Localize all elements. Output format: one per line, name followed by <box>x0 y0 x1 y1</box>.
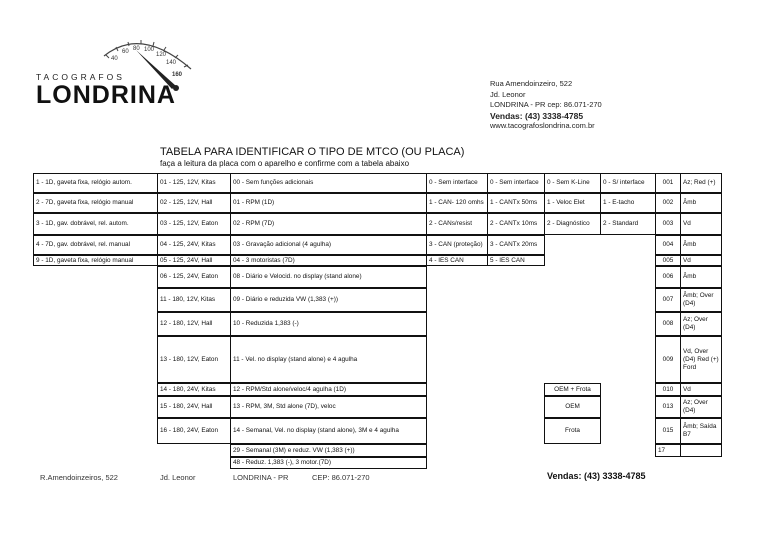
table-cell-interface: 3 - CAN (proteção) <box>426 235 488 255</box>
table-cell-interface: 2 - CANs/resist <box>426 213 488 235</box>
table-cell-voltage: 13 - 180, 12V, Eaton <box>157 336 231 383</box>
footer-cep: CEP: 86.071-270 <box>312 473 370 482</box>
table-cell-voltage: 15 - 180, 24V, Hall <box>157 396 231 418</box>
table-cell-code: 006 <box>655 266 681 288</box>
footer-district: Jd. Leonor <box>160 473 196 482</box>
table-cell-code: 007 <box>655 288 681 312</box>
table-cell-interface: 4 - IES CAN <box>426 255 488 266</box>
table-cell-function: 29 - Semanal (3M) e reduz. VW (1,383 (+)) <box>230 444 427 457</box>
table-cell-color: Vd, Over (D4) Red (+) Ford <box>680 336 722 383</box>
table-cell-function: 48 - Reduz. 1,383 (-), 3 motor.(7D) <box>230 457 427 469</box>
table-cell-interface: 0 - Sem interface <box>426 173 488 193</box>
table-cell-mtco-type: 1 - 1D, gaveta fixa, relógio autom. <box>33 173 158 193</box>
table-cell-oem: OEM <box>544 396 601 418</box>
table-cell-voltage: 14 - 180, 24V, Kitas <box>157 383 231 396</box>
gauge-tick: 100 <box>144 47 155 53</box>
table-cell-color: Âmb <box>680 266 722 288</box>
address-street: Rua Amendoinzeiro, 522 <box>490 79 573 88</box>
table-cell-kline: 0 - Sem K-Line <box>544 173 601 193</box>
table-cell-code: 005 <box>655 255 681 266</box>
table-cell-code: 003 <box>655 213 681 235</box>
table-cell-voltage: 03 - 125, 12V, Eaton <box>157 213 231 235</box>
table-cell-voltage: 02 - 125, 12V, Hall <box>157 193 231 213</box>
table-cell-oem: Frota <box>544 418 601 444</box>
company-logo <box>36 34 196 109</box>
table-cell-mtco-type: 4 - 7D, gav. dobrável, rel. manual <box>33 235 158 255</box>
table-cell-function: 08 - Diário e Velocid. no display (stand alone) <box>230 266 427 288</box>
footer-phone: Vendas: (43) 3338-4785 <box>547 471 646 481</box>
gauge-tick: 60 <box>122 49 129 55</box>
table-cell-tacho: 2 - Standard <box>600 213 656 235</box>
table-cell-code: 010 <box>655 383 681 396</box>
logo-subtitle: TACOGRAFOS <box>36 72 125 82</box>
gauge-tick: 160 <box>172 72 183 78</box>
table-cell-function: 04 - 3 motoristas (7D) <box>230 255 427 266</box>
table-cell-can: 0 - Sem interface <box>487 173 545 193</box>
table-cell-voltage: 04 - 125, 24V, Kitas <box>157 235 231 255</box>
table-cell-tacho: 0 - S/ interface <box>600 173 656 193</box>
table-cell-color: Vd <box>680 255 722 266</box>
table-cell-function: 00 - Sem funções adicionais <box>230 173 427 193</box>
footer-city: LONDRINA - PR <box>233 473 289 482</box>
gauge-tick: 120 <box>156 52 167 58</box>
gauge-tick: 80 <box>133 46 140 52</box>
table-cell-kline: 2 - Diagnóstico <box>544 213 601 235</box>
table-cell-kline: 1 - Veloc Elet <box>544 193 601 213</box>
table-cell-code: 015 <box>655 418 681 444</box>
gauge-tick: 140 <box>166 60 177 66</box>
table-cell-color: Az; Over (D4) <box>680 312 722 336</box>
table-cell-function: 13 - RPM, 3M, Std alone (7D), veloc <box>230 396 427 418</box>
table-cell-function: 02 - RPM (7D) <box>230 213 427 235</box>
table-cell-function: 03 - Gravação adicional (4 agulha) <box>230 235 427 255</box>
footer-street: R.Amendoinzeiros, 522 <box>40 473 118 482</box>
table-cell-code: 002 <box>655 193 681 213</box>
table-cell-function: 09 - Diário e reduzida VW (1,383 (+)) <box>230 288 427 312</box>
table-cell-voltage: 05 - 125, 24V, Hall <box>157 255 231 266</box>
logo-title: LONDRINA <box>36 81 176 109</box>
address-phone: Vendas: (43) 3338-4785 <box>490 110 584 121</box>
table-cell-oem: OEM + Frota <box>544 383 601 396</box>
table-cell-code: 013 <box>655 396 681 418</box>
table-cell-function: 12 - RPM/Std alone/veloc/4 agulha (1D) <box>230 383 427 396</box>
table-cell-color: Vd <box>680 383 722 396</box>
table-cell-mtco-type: 9 - 1D, gaveta fixa, relógio manual <box>33 255 158 266</box>
table-cell-color: Az; Over (D4) <box>680 396 722 418</box>
table-cell-code: 009 <box>655 336 681 383</box>
page-title: TABELA PARA IDENTIFICAR O TIPO DE MTCO (OU PLACA) <box>160 146 465 158</box>
address-website: www.tacografoslondrina.com.br <box>490 121 595 131</box>
table-cell-code: 001 <box>655 173 681 193</box>
company-address <box>490 79 602 132</box>
table-cell-code: 004 <box>655 235 681 255</box>
table-cell-voltage: 16 - 180, 24V, Eaton <box>157 418 231 444</box>
table-cell-color: Âmb; Over (D4) <box>680 288 722 312</box>
table-cell-voltage: 11 - 180, 12V, Kitas <box>157 288 231 312</box>
table-cell-voltage: 01 - 125, 12V, Kitas <box>157 173 231 193</box>
table-cell-interface: 1 - CAN- 120 omhs <box>426 193 488 213</box>
gauge-tick: 40 <box>111 56 118 62</box>
table-cell-color: Âmb; Saída B7 <box>680 418 722 444</box>
table-cell-mtco-type: 3 - 1D, gav. dobrável, rel. autom. <box>33 213 158 235</box>
table-cell-function: 14 - Semanal, Vel. no display (stand alone), 3M e 4 agulha <box>230 418 427 444</box>
table-cell-can: 5 - IES CAN <box>487 255 545 266</box>
table-cell-voltage: 06 - 125, 24V, Eaton <box>157 266 231 288</box>
table-cell-can: 2 - CANTx 10ms <box>487 213 545 235</box>
address-district: Jd. Leonor <box>490 89 526 99</box>
table-cell-code: 17 <box>655 444 681 457</box>
table-cell-can: 1 - CANTx 50ms <box>487 193 545 213</box>
address-city: LONDRINA - PR cep: 86.071-270 <box>490 100 602 110</box>
table-cell-function: 11 - Vel. no display (stand alone) e 4 agulha <box>230 336 427 383</box>
table-cell-color: Az; Red (+) <box>680 173 722 193</box>
table-cell-color: Vd <box>680 213 722 235</box>
table-cell-voltage: 12 - 180, 12V, Hall <box>157 312 231 336</box>
table-cell-code: 008 <box>655 312 681 336</box>
table-cell-color: Âmb <box>680 235 722 255</box>
page-subtitle: faça a leitura da placa com o aparelho e confirme com a tabela abaixo <box>160 159 410 168</box>
table-cell-function: 01 - RPM (1D) <box>230 193 427 213</box>
table-cell-color: Âmb <box>680 193 722 213</box>
table-cell-mtco-type: 2 - 7D, gaveta fixa, relógio manual <box>33 193 158 213</box>
table-cell-tacho: 1 - E-tacho <box>600 193 656 213</box>
table-cell-function: 10 - Reduzida 1,383 (-) <box>230 312 427 336</box>
table-cell-color <box>680 444 722 457</box>
table-cell-can: 3 - CANTx 20ms <box>487 235 545 255</box>
